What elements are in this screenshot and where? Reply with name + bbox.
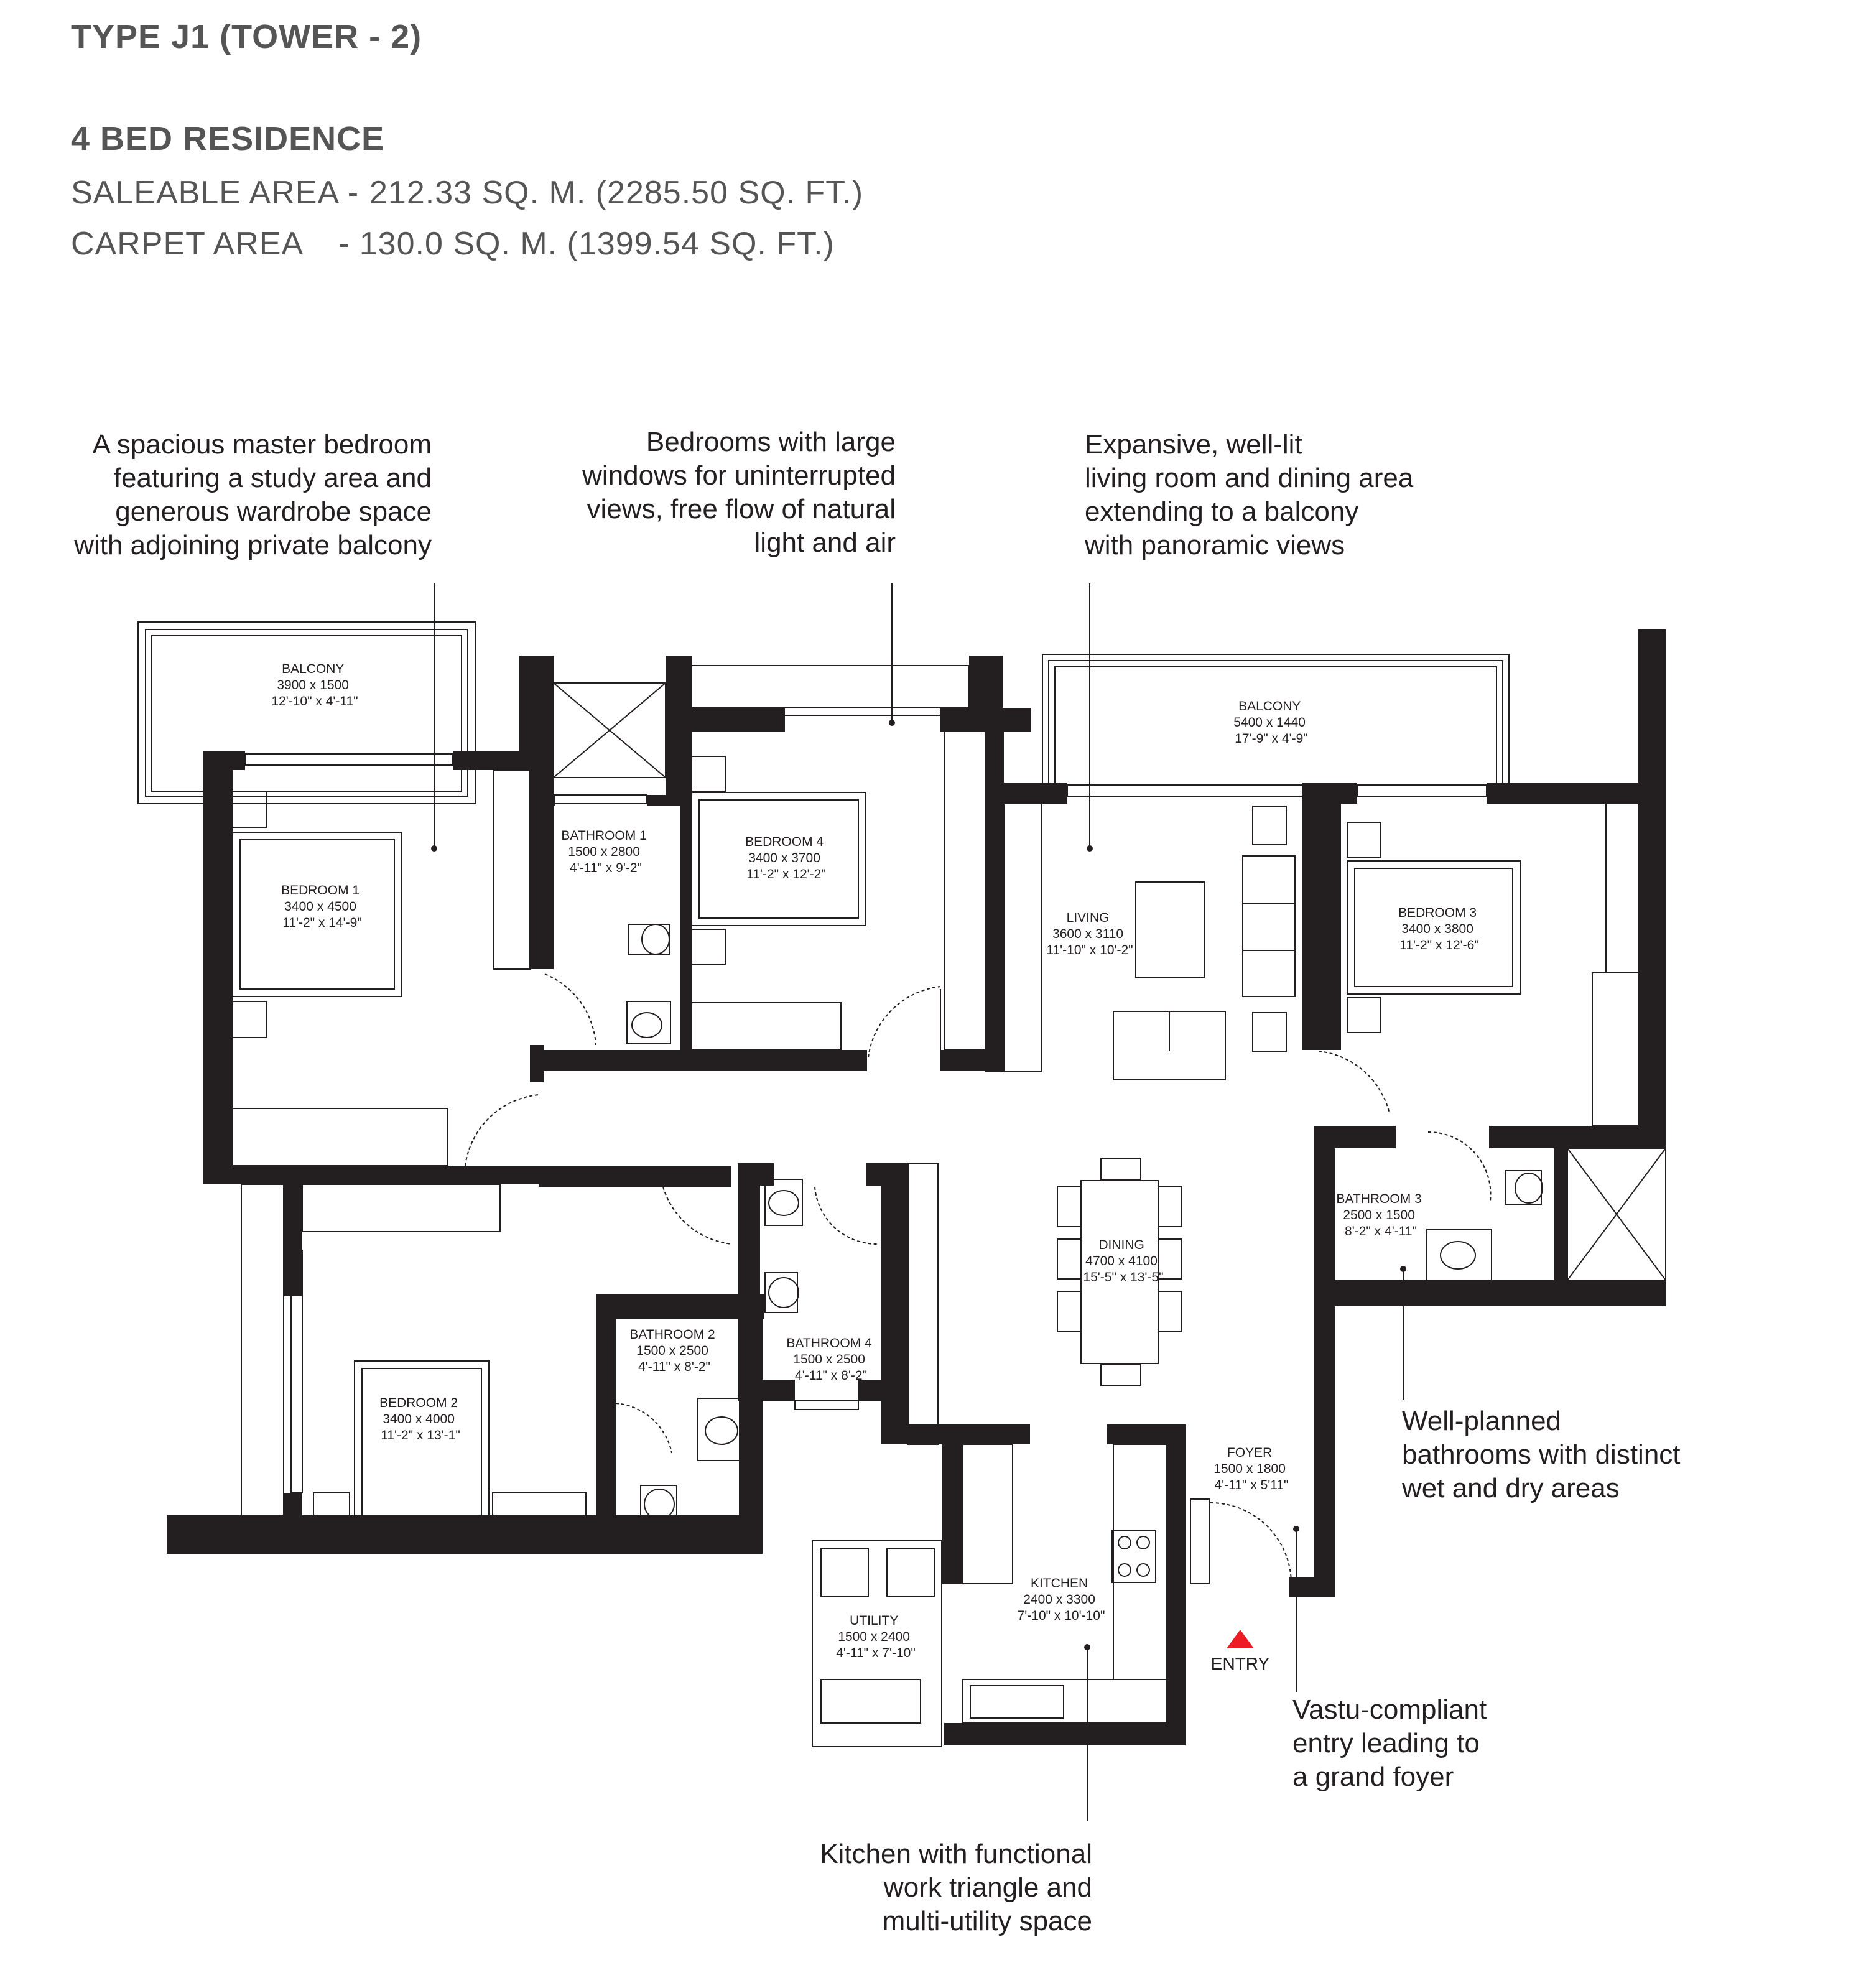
label-balcony-2: BALCONY 5400 x 1440 17'-9" x 4'-9" bbox=[1233, 699, 1308, 746]
note-bedroom-windows: Bedrooms with large windows for uninterrupted views, free flow of natural light and air bbox=[582, 427, 896, 558]
saleable-area-label: SALEABLE AREA - bbox=[71, 175, 360, 211]
entry-arrow-icon bbox=[1227, 1630, 1254, 1648]
label-foyer: FOYER 1500 x 1800 4'-11" x 5'11" bbox=[1213, 1446, 1289, 1492]
walls bbox=[167, 629, 1666, 1745]
plan-type-title: TYPE J1 (TOWER - 2) bbox=[71, 18, 422, 55]
label-bedroom-2: BEDROOM 2 3400 x 4000 11'-2" x 13'-1" bbox=[379, 1396, 460, 1442]
shaft-top bbox=[554, 683, 666, 778]
note-kitchen: Kitchen with functional work triangle and multi-utility space bbox=[820, 1839, 1092, 1936]
note-entry: Vastu-compliant entry leading to a grand foyer bbox=[1292, 1694, 1487, 1792]
leader-lines bbox=[431, 583, 1406, 1821]
label-bedroom-1: BEDROOM 1 3400 x 4500 11'-2" x 14'-9" bbox=[281, 883, 362, 930]
label-bathroom-3: BATHROOM 3 2500 x 1500 8'-2" x 4'-11" bbox=[1336, 1192, 1422, 1238]
residence-title: 4 BED RESIDENCE bbox=[71, 120, 385, 157]
note-living-dining: Expansive, well-lit living room and dining area extending to a balcony with panoramic views bbox=[1085, 429, 1414, 560]
label-bathroom-4: BATHROOM 4 1500 x 2500 4'-11" x 8'-2" bbox=[786, 1336, 872, 1383]
label-dining: DINING 4700 x 4100 15'-5" x 13'-5" bbox=[1083, 1238, 1164, 1284]
label-bathroom-2: BATHROOM 2 1500 x 2500 4'-11" x 8'-2" bbox=[629, 1327, 715, 1374]
room-labels bbox=[271, 662, 1480, 1660]
carpet-area-value: - 130.0 SQ. M. (1399.54 SQ. FT.) bbox=[338, 226, 835, 262]
label-utility: UTILITY 1500 x 2400 4'-11" x 7'-10" bbox=[836, 1614, 916, 1660]
label-bedroom-3: BEDROOM 3 3400 x 3800 11'-2" x 12'-6" bbox=[1398, 906, 1479, 952]
label-living: LIVING 3600 x 3110 11'-10" x 10'-2" bbox=[1046, 911, 1133, 957]
carpet-area-label: CARPET AREA bbox=[71, 226, 304, 262]
saleable-area-value: 212.33 SQ. M. (2285.50 SQ. FT.) bbox=[369, 175, 864, 211]
label-bathroom-1: BATHROOM 1 1500 x 2800 4'-11" x 9'-2" bbox=[561, 829, 647, 875]
balcony-1-outline bbox=[138, 622, 475, 804]
interior-lines bbox=[233, 666, 1666, 1747]
note-master-bedroom: A spacious master bedroom featuring a study area and generous wardrobe space with adjoining private balcony bbox=[74, 429, 432, 560]
label-balcony-1: BALCONY 3900 x 1500 12'-10" x 4'-11" bbox=[271, 662, 358, 708]
note-bathrooms: Well-planned bathrooms with distinct wet and dry areas bbox=[1402, 1406, 1681, 1503]
label-bedroom-4: BEDROOM 4 3400 x 3700 11'-2" x 12'-2" bbox=[745, 835, 826, 881]
entry-label: ENTRY bbox=[1210, 1654, 1270, 1673]
shaft-right bbox=[1567, 1148, 1666, 1280]
label-kitchen: KITCHEN 2400 x 3300 7'-10" x 10'-10" bbox=[1017, 1576, 1105, 1623]
